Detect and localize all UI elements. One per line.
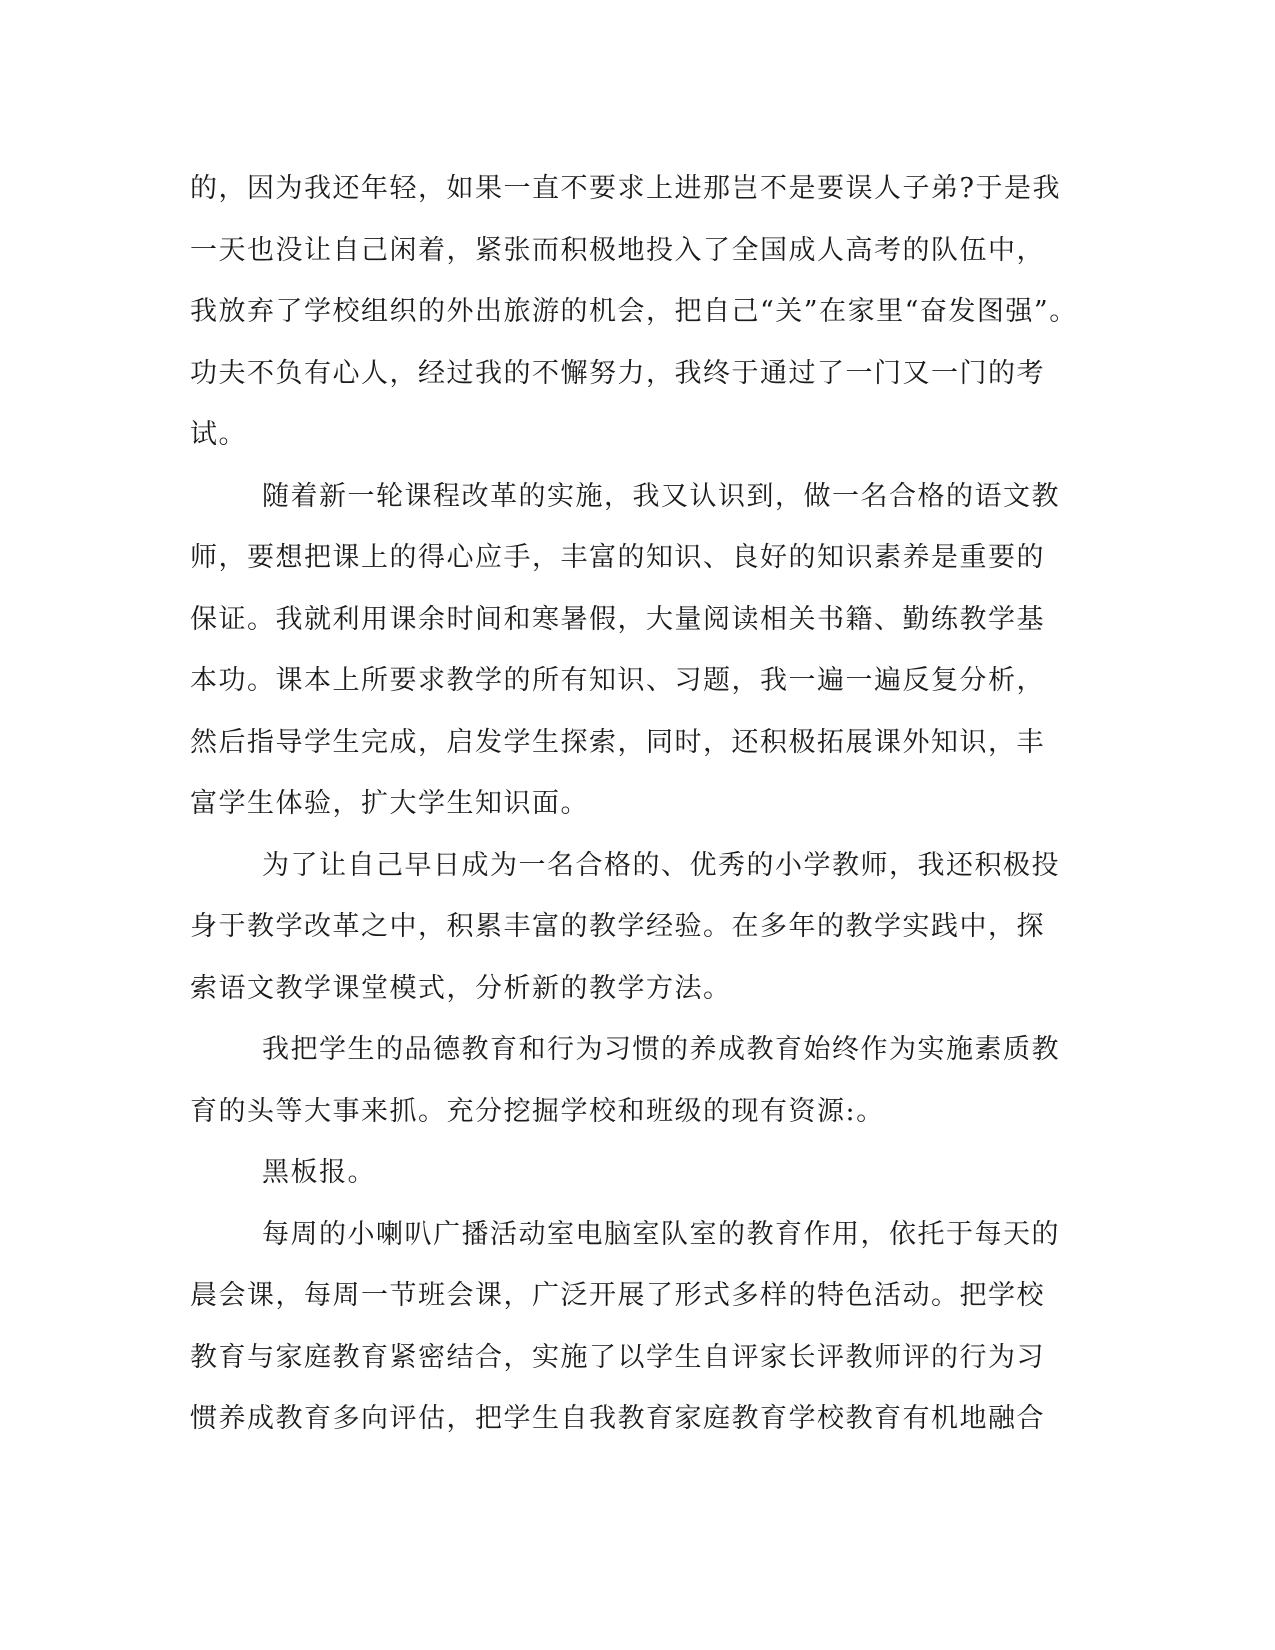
text-line: 惯养成教育多向评估，把学生自我教育家庭教育学校教育有机地融合 [190,1403,1045,1434]
text-line: 一天也没让自己闲着，紧张而积极地投入了全国成人高考的队伍中， [190,234,1045,266]
text-line: 教育与家庭教育紧密结合，实施了以学生自评家长评教师评的行为习 [190,1341,1045,1373]
paragraph-start-line: 为了让自己早日成为一名合格的、优秀的小学教师，我还积极投 [262,849,1060,881]
text-line: 索语文教学课堂模式，分析新的教学方法。 [190,972,732,1004]
paragraph-start-line: 黑板报。 [262,1157,376,1188]
text-line: 师，要想把课上的得心应手，丰富的知识、良好的知识素养是重要的 [190,542,1045,573]
text-line: 然后指导学生完成，启发学生探索，同时，还积极拓展课外知识，丰 [190,726,1045,758]
text-line: 身于教学改革之中，积累丰富的教学经验。在多年的教学实践中，探 [190,911,1045,942]
text-line: 我放弃了学校组织的外出旅游的机会，把自己“关”在家里“奋发图强”。 [190,296,1078,327]
paragraph-start-line: 随着新一轮课程改革的实施，我又认识到，做一名合格的语文教 [262,480,1060,512]
text-line: 本功。课本上所要求教学的所有知识、习题，我一遍一遍反复分析， [190,665,1045,696]
paragraph-start-line: 每周的小喇叭广播活动室电脑室队室的教育作用，依托于每天的 [262,1218,1060,1250]
text-line: 的，因为我还年轻，如果一直不要求上进那岂不是要误人子弟?于是我 [190,173,1061,204]
body-text [190,158,1080,1450]
paragraph-start-line: 我把学生的品德教育和行为习惯的养成教育始终作为实施素质教 [262,1034,1060,1065]
text-line: 功夫不负有心人，经过我的不懈努力，我终于通过了一门又一门的考 [190,357,1045,389]
text-line: 保证。我就利用课余时间和寒暑假，大量阅读相关书籍、勤练教学基 [190,603,1045,635]
text-line: 育的头等大事来抓。充分挖掘学校和班级的现有资源:。 [190,1095,885,1127]
text-line: 晨会课，每周一节班会课，广泛开展了形式多样的特色活动。把学校 [190,1280,1045,1311]
text-line: 富学生体验，扩大学生知识面。 [190,788,589,819]
text-line: 试。 [190,419,247,450]
